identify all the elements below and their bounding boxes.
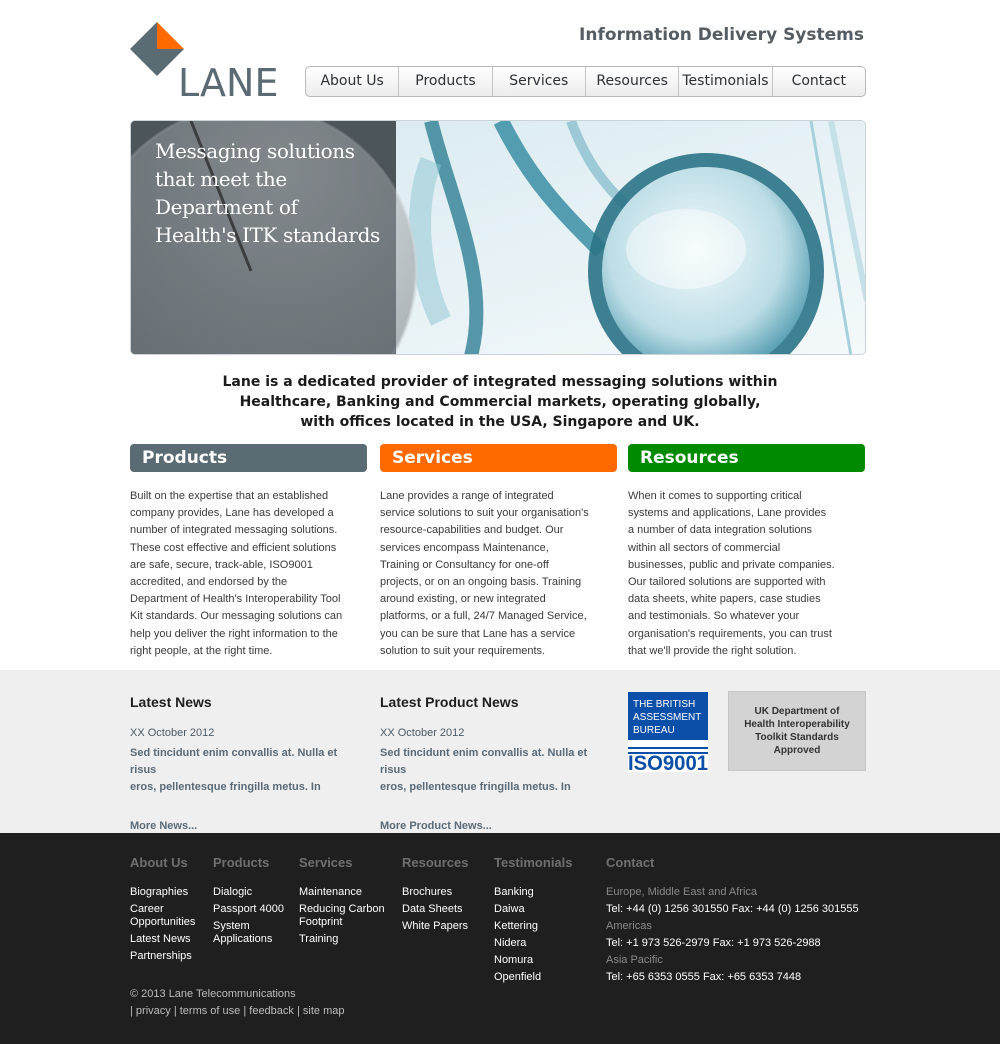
text-line: company provides, Lane has developed a <box>130 507 334 520</box>
footer-link-brochures[interactable]: Brochures <box>402 886 453 898</box>
lede-line: eros, pellentesque fringilla metus. In <box>380 781 571 793</box>
site-footer <box>0 833 1000 1044</box>
products-heading[interactable]: Products <box>130 444 367 472</box>
text-line: number of integrated messaging solutions. <box>130 524 338 537</box>
contact-phone: Tel: +65 6353 0555 Fax: +65 6353 7448 <box>606 971 802 983</box>
separator: | <box>243 1005 250 1017</box>
nav-testimonials[interactable]: Testimonials <box>679 67 772 96</box>
hero-line: that meet the <box>155 167 287 191</box>
doh-approval-badge <box>728 691 866 771</box>
doh-line: Toolkit Standards <box>755 732 839 743</box>
footer-contact <box>606 855 876 988</box>
footer-link-data-sheets[interactable]: Data Sheets <box>402 903 463 915</box>
doh-line: UK Department of <box>754 706 840 717</box>
text-line: right people, at the right time. <box>130 644 273 657</box>
footer-link-kettering[interactable]: Kettering <box>494 920 539 932</box>
site-map-link[interactable]: site map <box>302 1005 345 1017</box>
news-lede[interactable] <box>380 745 610 796</box>
footer-products <box>213 855 295 950</box>
latest-product-news-heading: Latest Product News <box>380 694 519 710</box>
news-date: XX October 2012 <box>130 727 215 739</box>
hero-line: Department of <box>155 195 298 219</box>
footer-link-passport-4000[interactable]: Passport 4000 <box>213 903 284 915</box>
footer-link-banking[interactable]: Banking <box>494 886 534 898</box>
text-line: These cost effective and efficient solutions <box>130 541 337 554</box>
nav-services[interactable]: Services <box>493 67 586 96</box>
footer-link-career-opportunities[interactable]: Career Opportunities <box>130 903 196 928</box>
hero-headline <box>155 137 395 249</box>
iso-line: THE BRITISH <box>633 699 696 710</box>
intro-line: Healthcare, Banking and Commercial markets, operating globally, <box>239 394 761 410</box>
footer-heading[interactable]: Products <box>213 855 270 870</box>
footer-heading[interactable]: Testimonials <box>494 855 573 870</box>
footer-link-biographies[interactable]: Biographies <box>130 886 189 898</box>
footer-link-daiwa[interactable]: Daiwa <box>494 903 525 915</box>
text-line: and testimonials. So whatever your <box>628 610 800 623</box>
text-line: Lane provides a range of integrated <box>380 490 554 502</box>
feedback-link[interactable]: feedback <box>249 1005 294 1017</box>
resources-column <box>628 444 865 660</box>
hero-line: Health's ITK standards <box>155 223 380 247</box>
intro-statement <box>200 372 800 432</box>
copyright: © 2013 Lane Telecommunications <box>130 988 296 1000</box>
more-news-link[interactable]: More News... <box>130 820 198 832</box>
nav-products[interactable]: Products <box>399 67 492 96</box>
intro-line: Lane is a dedicated provider of integrated messaging solutions within <box>222 374 778 390</box>
hero-banner[interactable] <box>130 120 866 355</box>
text-line: data sheets, white papers, case studies <box>628 593 821 606</box>
footer-heading[interactable]: About Us <box>130 855 188 870</box>
separator: | <box>130 1005 136 1017</box>
contact-phone: Tel: +44 (0) 1256 301550 Fax: +44 (0) 1256 301555 <box>606 903 859 915</box>
iso9001-badge <box>628 692 708 772</box>
footer-services <box>299 855 397 950</box>
products-column <box>130 444 367 660</box>
footer-testimonials <box>494 855 598 988</box>
text-line: Kit standards. Our messaging solutions can <box>130 610 343 623</box>
logo-text: LANE <box>178 61 279 100</box>
text-line: Built on the expertise that an established <box>130 490 329 502</box>
latest-news <box>130 694 360 832</box>
footer-heading[interactable]: Resources <box>402 855 469 870</box>
footer-link-openfield[interactable]: Openfield <box>494 971 542 983</box>
text-line: organisation's requirements, you can trust <box>628 627 832 640</box>
news-band <box>0 670 1000 833</box>
text-line: resource-capabilities and budget. Our <box>380 524 564 537</box>
footer-resources <box>402 855 490 937</box>
separator: | <box>173 1005 180 1017</box>
news-lede[interactable] <box>130 745 360 796</box>
footer-link-latest-news[interactable]: Latest News <box>130 933 191 945</box>
footer-link-dialogic[interactable]: Dialogic <box>213 886 253 898</box>
text-line: around existing, or new integrated <box>380 593 546 606</box>
latest-news-heading: Latest News <box>130 694 212 710</box>
footer-link-training[interactable]: Training <box>299 933 339 945</box>
news-date: XX October 2012 <box>380 727 465 739</box>
footer-link-system-applications[interactable]: System Applications <box>213 920 273 945</box>
products-text <box>130 488 367 660</box>
contact-phone: Tel: +1 973 526-2979 Fax: +1 973 526-2988 <box>606 937 821 949</box>
footer-heading[interactable]: Services <box>299 855 353 870</box>
nav-about-us[interactable]: About Us <box>306 67 399 96</box>
text-line: solution to suit your requirements. <box>380 644 546 657</box>
doh-line: Approved <box>773 745 821 756</box>
text-line: that we'll provide the right solution. <box>628 644 797 657</box>
text-line: service solutions to suit your organisation's <box>380 507 589 520</box>
iso-line: ASSESSMENT <box>633 712 702 723</box>
footer-heading[interactable]: Contact <box>606 855 655 870</box>
text-line: projects, or on an ongoing basis. Training <box>380 576 582 589</box>
iso-line: BUREAU <box>633 725 675 736</box>
text-line: accredited, and endorsed by the <box>130 576 288 589</box>
nav-resources[interactable]: Resources <box>586 67 679 96</box>
lede-line: eros, pellentesque fringilla metus. In <box>130 781 321 793</box>
footer-link-white-papers[interactable]: White Papers <box>402 920 469 932</box>
text-line: Department of Health's Interoperability Tool <box>130 593 341 606</box>
nav-contact[interactable]: Contact <box>791 73 847 89</box>
text-line: you can be sure that Lane has a service <box>380 627 576 640</box>
contact-region: Asia Pacific <box>606 954 663 966</box>
privacy-link[interactable]: privacy <box>135 1005 171 1017</box>
separator: | <box>296 1005 303 1017</box>
footer-link-nomura[interactable]: Nomura <box>494 954 534 966</box>
lane-logo[interactable] <box>130 22 285 100</box>
hero-line: Messaging solutions <box>155 139 355 163</box>
resources-heading[interactable]: Resources <box>628 444 865 472</box>
resources-text <box>628 488 865 660</box>
footer-legal-links <box>130 1005 344 1017</box>
text-line: help you deliver the right information to the <box>130 627 338 640</box>
text-line: platforms, or a full, 24/7 Managed Service, <box>380 610 587 623</box>
text-line: services encompass Maintenance, <box>380 541 549 554</box>
lede-line: Sed tincidunt enim convallis at. Nulla et risus <box>380 747 588 776</box>
text-line: systems and applications, Lane provides <box>628 507 827 520</box>
iso-number: ISO9001 <box>628 752 708 772</box>
doh-line: Health Interoperability <box>744 719 850 730</box>
text-line: Our tailored solutions are supported with <box>628 576 826 589</box>
services-text <box>380 488 617 660</box>
main-nav <box>305 66 866 97</box>
terms-link[interactable]: terms of use <box>179 1005 241 1017</box>
text-line: a number of data integration solutions <box>628 524 813 537</box>
footer-about-us <box>130 855 208 967</box>
lede-line: Sed tincidunt enim convallis at. Nulla et risus <box>130 747 338 776</box>
text-line: within all sectors of commercial <box>628 541 781 554</box>
more-product-news-link[interactable]: More Product News... <box>380 820 492 832</box>
site-tagline: Information Delivery Systems <box>579 25 864 45</box>
intro-line: with offices located in the USA, Singapore and UK. <box>300 414 700 430</box>
footer-link-partnerships[interactable]: Partnerships <box>130 950 192 962</box>
latest-product-news <box>380 694 610 832</box>
footer-link-nidera[interactable]: Nidera <box>494 937 527 949</box>
contact-region: Europe, Middle East and Africa <box>606 886 758 898</box>
footer-link-maintenance[interactable]: Maintenance <box>299 886 362 898</box>
footer-link-reducing-carbon-footprint[interactable]: Reducing Carbon Footprint <box>299 903 385 928</box>
text-line: When it comes to supporting critical <box>628 490 802 502</box>
services-heading[interactable]: Services <box>380 444 617 472</box>
text-line: businesses, public and private companies. <box>628 558 835 571</box>
services-column <box>380 444 617 660</box>
text-line: Training or Consultancy for one-off <box>380 558 549 571</box>
contact-region: Americas <box>606 920 652 932</box>
text-line: are safe, secure, track-able, ISO9001 <box>130 558 313 571</box>
